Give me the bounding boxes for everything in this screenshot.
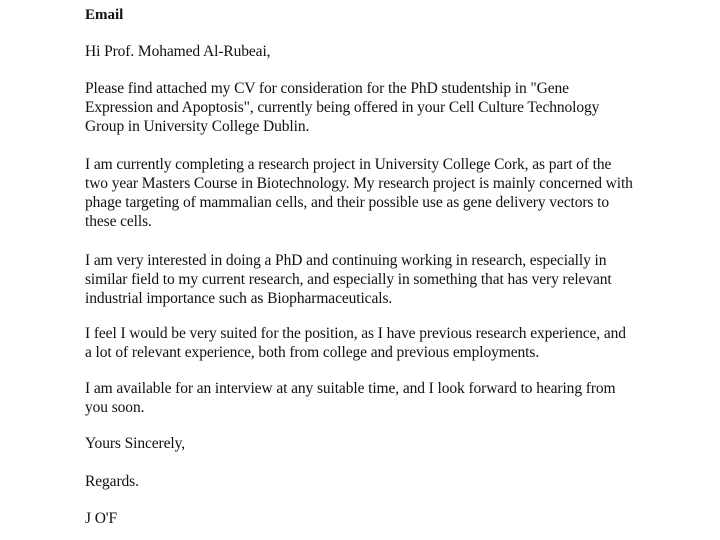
paragraph-line: phage targeting of mammalian cells, and their possible use as gene delivery vectors to [85, 194, 609, 211]
paragraph-line: Expression and Apoptosis", currently being offered in your Cell Culture Technology [85, 99, 600, 116]
paragraph-line: a lot of relevant experience, both from college and previous employments. [85, 344, 540, 361]
paragraph-line: I am available for an interview at any suitable time, and I look forward to hearing from [85, 380, 616, 397]
paragraph-line: I am currently completing a research project in University College Cork, as part of the [85, 156, 612, 173]
paragraph-line: industrial importance such as Biopharmaceuticals. [85, 290, 393, 307]
closing-sincerely: Yours Sincerely, [85, 435, 186, 452]
signature: J O'F [85, 510, 118, 527]
paragraph-line: Please find attached my CV for consideration for the PhD studentship in "Gene [85, 80, 569, 97]
paragraph-line: I feel I would be very suited for the position, as I have previous research experience, and [85, 325, 626, 342]
email-heading: Email [85, 7, 124, 23]
paragraph-availability [85, 379, 645, 417]
paragraph-line: these cells. [85, 213, 152, 230]
paragraph-phd-interest [85, 251, 645, 308]
paragraph-line: Group in University College Dublin. [85, 118, 310, 135]
paragraph-line: similar field to my current research, and especially in something that has very relevant [85, 271, 612, 288]
paragraph-current-research [85, 155, 645, 231]
paragraph-suitability [85, 324, 645, 362]
closing-regards: Regards. [85, 473, 139, 490]
salutation: Hi Prof. Mohamed Al-Rubeai, [85, 43, 271, 60]
paragraph-attachment [85, 79, 645, 136]
paragraph-line: you soon. [85, 399, 145, 416]
paragraph-line: I am very interested in doing a PhD and continuing working in research, especially in [85, 252, 607, 269]
paragraph-line: two year Masters Course in Biotechnology. My research project is mainly concerned with [85, 175, 633, 192]
